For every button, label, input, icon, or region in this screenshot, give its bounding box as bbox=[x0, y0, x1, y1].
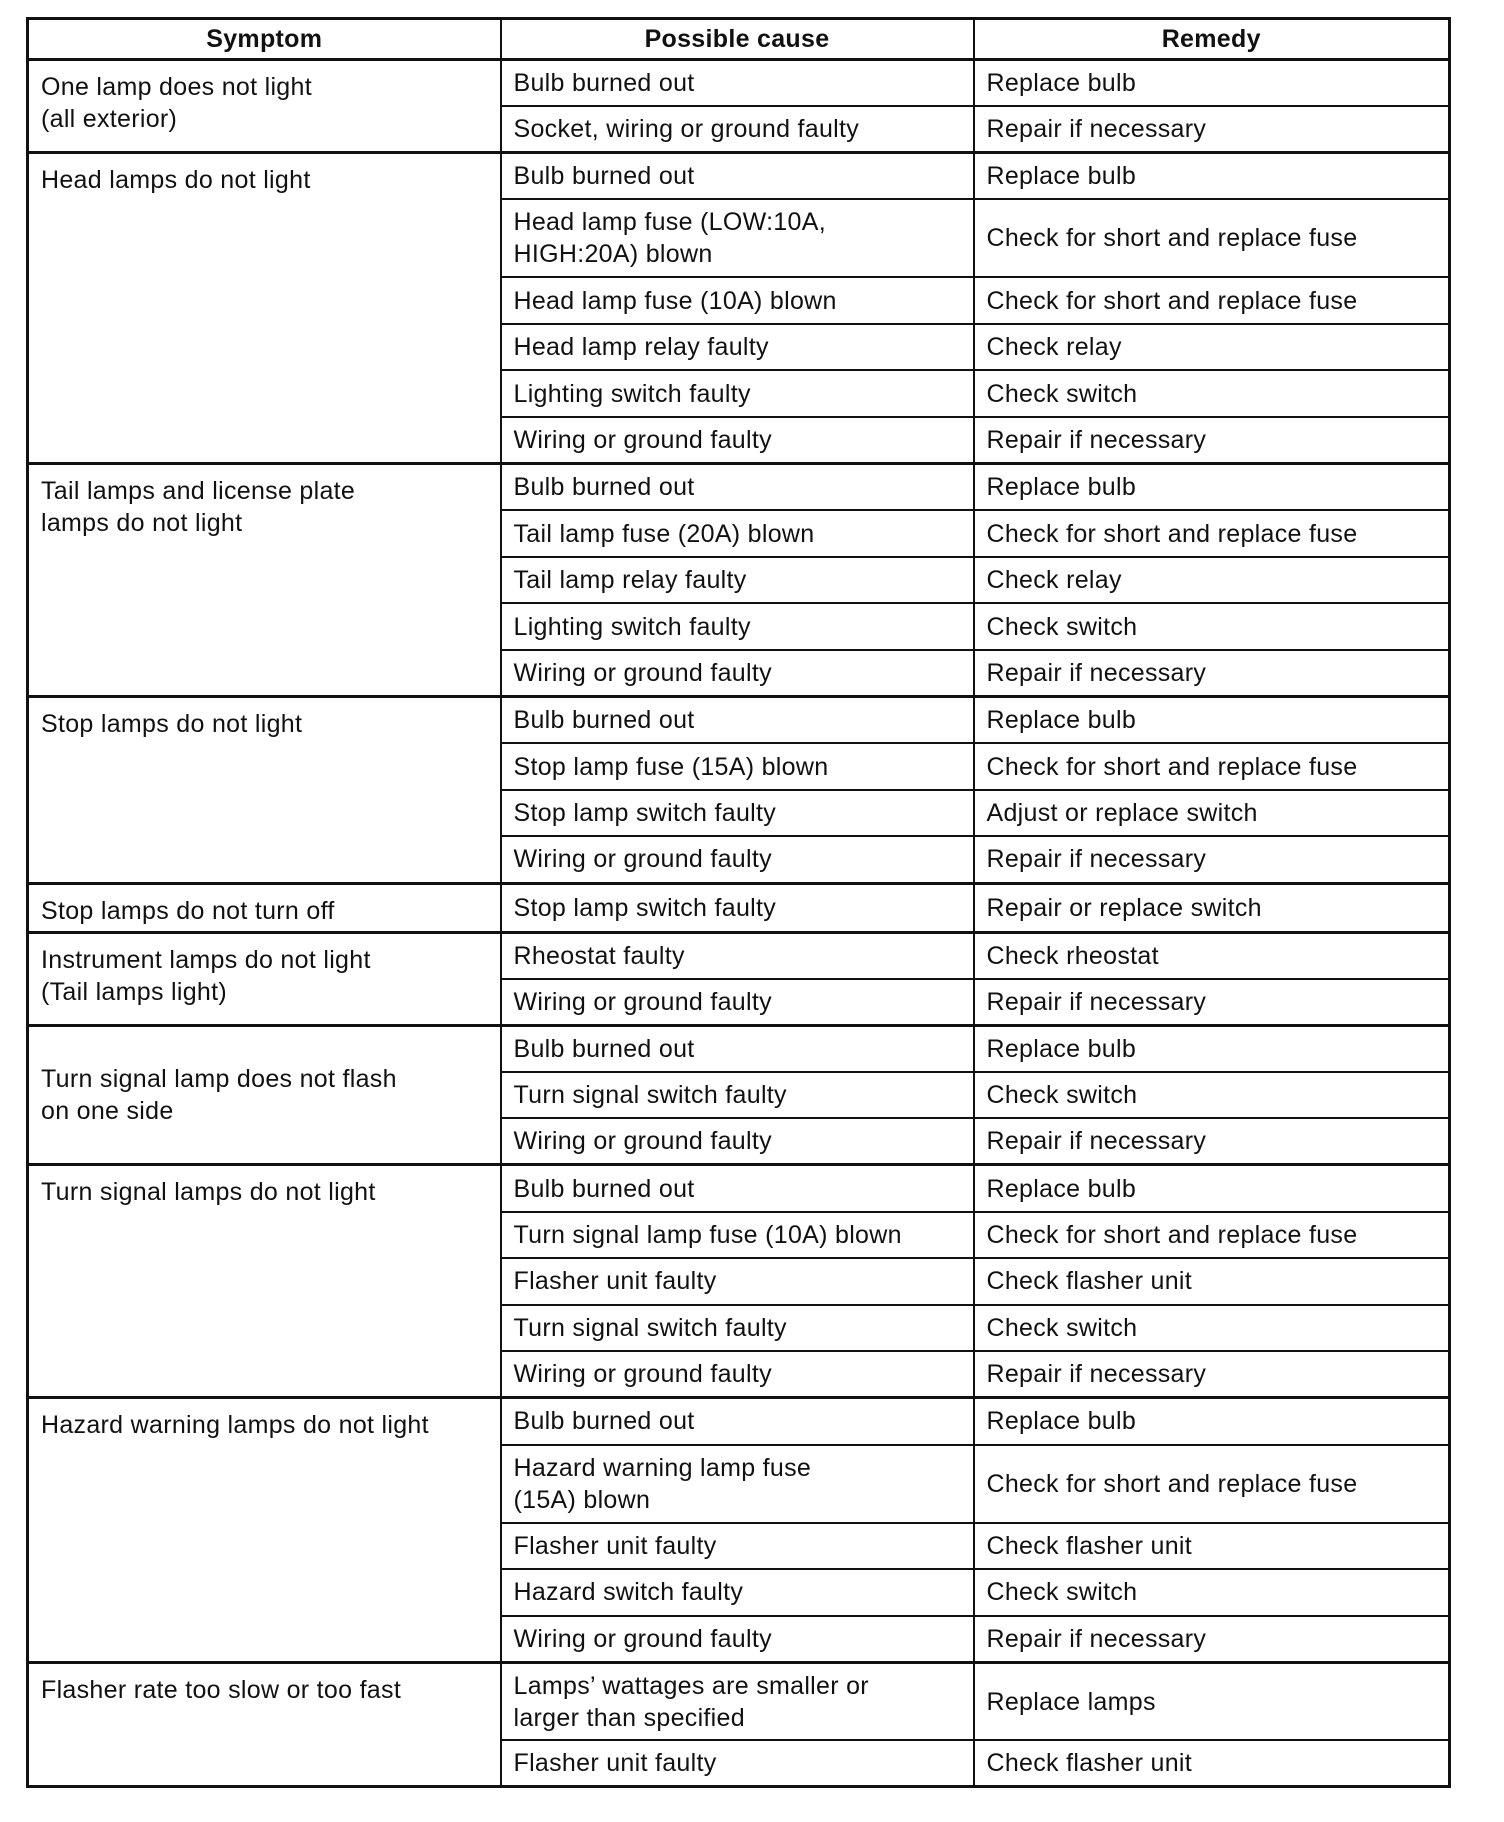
cause-cell: Tail lamp fuse (20A) blown bbox=[501, 510, 974, 557]
remedy-cell: Replace bulb bbox=[974, 60, 1450, 107]
remedy-cell: Repair or replace switch bbox=[974, 883, 1450, 932]
remedy-cell: Check flasher unit bbox=[974, 1740, 1450, 1787]
cause-cell: Bulb burned out bbox=[501, 464, 974, 511]
troubleshooting-table bbox=[26, 17, 1451, 1788]
table-row bbox=[28, 1025, 1450, 1072]
remedy-cell: Check flasher unit bbox=[974, 1523, 1450, 1570]
remedy-cell: Check flasher unit bbox=[974, 1258, 1450, 1305]
remedy-cell: Repair if necessary bbox=[974, 836, 1450, 883]
cause-cell: Hazard switch faulty bbox=[501, 1569, 974, 1616]
cause-cell: Bulb burned out bbox=[501, 1025, 974, 1072]
remedy-cell: Replace lamps bbox=[974, 1662, 1450, 1740]
remedy-cell: Check relay bbox=[974, 557, 1450, 604]
symptom-cell: One lamp does not light (all exterior) bbox=[28, 60, 501, 153]
table-row bbox=[28, 153, 1450, 200]
cause-cell: Head lamp fuse (10A) blown bbox=[501, 277, 974, 324]
cause-cell: Tail lamp relay faulty bbox=[501, 557, 974, 604]
cause-cell: Wiring or ground faulty bbox=[501, 1351, 974, 1398]
table-row bbox=[28, 1398, 1450, 1445]
cause-cell: Bulb burned out bbox=[501, 153, 974, 200]
remedy-cell: Check switch bbox=[974, 370, 1450, 417]
remedy-cell: Replace bulb bbox=[974, 464, 1450, 511]
remedy-header: Remedy bbox=[974, 19, 1450, 60]
remedy-cell: Replace bulb bbox=[974, 1165, 1450, 1212]
remedy-cell: Repair if necessary bbox=[974, 1118, 1450, 1165]
table-row bbox=[28, 883, 1450, 932]
table-row bbox=[28, 464, 1450, 511]
cause-cell: Lighting switch faulty bbox=[501, 603, 974, 650]
remedy-cell: Replace bulb bbox=[974, 153, 1450, 200]
cause-cell: Flasher unit faulty bbox=[501, 1523, 974, 1570]
cause-cell: Bulb burned out bbox=[501, 60, 974, 107]
remedy-cell: Repair if necessary bbox=[974, 979, 1450, 1026]
remedy-cell: Check for short and replace fuse bbox=[974, 1212, 1450, 1259]
remedy-cell: Check for short and replace fuse bbox=[974, 277, 1450, 324]
header-row bbox=[28, 19, 1450, 60]
cause-cell: Wiring or ground faulty bbox=[501, 1616, 974, 1663]
cause-cell: Hazard warning lamp fuse (15A) blown bbox=[501, 1445, 974, 1523]
remedy-cell: Check for short and replace fuse bbox=[974, 199, 1450, 277]
table-row bbox=[28, 1165, 1450, 1212]
table-row bbox=[28, 697, 1450, 744]
table-row bbox=[28, 932, 1450, 979]
cause-cell: Bulb burned out bbox=[501, 1398, 974, 1445]
table-row bbox=[28, 60, 1450, 107]
cause-cell: Wiring or ground faulty bbox=[501, 417, 974, 464]
cause-cell: Flasher unit faulty bbox=[501, 1258, 974, 1305]
remedy-cell: Check for short and replace fuse bbox=[974, 743, 1450, 790]
cause-cell: Wiring or ground faulty bbox=[501, 979, 974, 1026]
remedy-cell: Replace bulb bbox=[974, 1025, 1450, 1072]
cause-cell: Wiring or ground faulty bbox=[501, 1118, 974, 1165]
remedy-cell: Repair if necessary bbox=[974, 106, 1450, 153]
symptom-cell: Stop lamps do not light bbox=[28, 697, 501, 883]
cause-cell: Turn signal switch faulty bbox=[501, 1072, 974, 1119]
symptom-header: Symptom bbox=[28, 19, 501, 60]
symptom-cell: Turn signal lamps do not light bbox=[28, 1165, 501, 1398]
cause-cell: Bulb burned out bbox=[501, 1165, 974, 1212]
cause-cell: Lighting switch faulty bbox=[501, 370, 974, 417]
cause-cell: Socket, wiring or ground faulty bbox=[501, 106, 974, 153]
symptom-cell: Hazard warning lamps do not light bbox=[28, 1398, 501, 1662]
remedy-cell: Repair if necessary bbox=[974, 417, 1450, 464]
remedy-cell: Replace bulb bbox=[974, 697, 1450, 744]
remedy-cell: Repair if necessary bbox=[974, 650, 1450, 697]
symptom-cell: Head lamps do not light bbox=[28, 153, 501, 464]
cause-cell: Rheostat faulty bbox=[501, 932, 974, 979]
table-body bbox=[28, 60, 1450, 1787]
cause-cell: Stop lamp switch faulty bbox=[501, 883, 974, 932]
remedy-cell: Check rheostat bbox=[974, 932, 1450, 979]
remedy-cell: Repair if necessary bbox=[974, 1616, 1450, 1663]
cause-cell: Head lamp fuse (LOW:10A, HIGH:20A) blown bbox=[501, 199, 974, 277]
cause-cell: Stop lamp fuse (15A) blown bbox=[501, 743, 974, 790]
symptom-cell: Stop lamps do not turn off bbox=[28, 883, 501, 932]
table-row bbox=[28, 1662, 1450, 1740]
symptom-cell: Instrument lamps do not light (Tail lamps light) bbox=[28, 932, 501, 1025]
symptom-cell: Tail lamps and license plate lamps do not light bbox=[28, 464, 501, 697]
remedy-cell: Replace bulb bbox=[974, 1398, 1450, 1445]
cause-cell: Wiring or ground faulty bbox=[501, 836, 974, 883]
symptom-cell: Turn signal lamp does not flash on one side bbox=[28, 1025, 501, 1165]
remedy-cell: Check switch bbox=[974, 1072, 1450, 1119]
remedy-cell: Check for short and replace fuse bbox=[974, 1445, 1450, 1523]
cause-cell: Turn signal lamp fuse (10A) blown bbox=[501, 1212, 974, 1259]
cause-cell: Lamps’ wattages are smaller or larger than specified bbox=[501, 1662, 974, 1740]
remedy-cell: Check relay bbox=[974, 324, 1450, 371]
cause-cell: Head lamp relay faulty bbox=[501, 324, 974, 371]
remedy-cell: Repair if necessary bbox=[974, 1351, 1450, 1398]
remedy-cell: Check switch bbox=[974, 1569, 1450, 1616]
remedy-cell: Check switch bbox=[974, 603, 1450, 650]
cause-cell: Turn signal switch faulty bbox=[501, 1305, 974, 1352]
cause-cell: Stop lamp switch faulty bbox=[501, 790, 974, 837]
cause-cell: Bulb burned out bbox=[501, 697, 974, 744]
cause-cell: Wiring or ground faulty bbox=[501, 650, 974, 697]
remedy-cell: Check for short and replace fuse bbox=[974, 510, 1450, 557]
symptom-cell: Flasher rate too slow or too fast bbox=[28, 1662, 501, 1787]
remedy-cell: Adjust or replace switch bbox=[974, 790, 1450, 837]
possible-cause-header: Possible cause bbox=[501, 19, 974, 60]
cause-cell: Flasher unit faulty bbox=[501, 1740, 974, 1787]
remedy-cell: Check switch bbox=[974, 1305, 1450, 1352]
